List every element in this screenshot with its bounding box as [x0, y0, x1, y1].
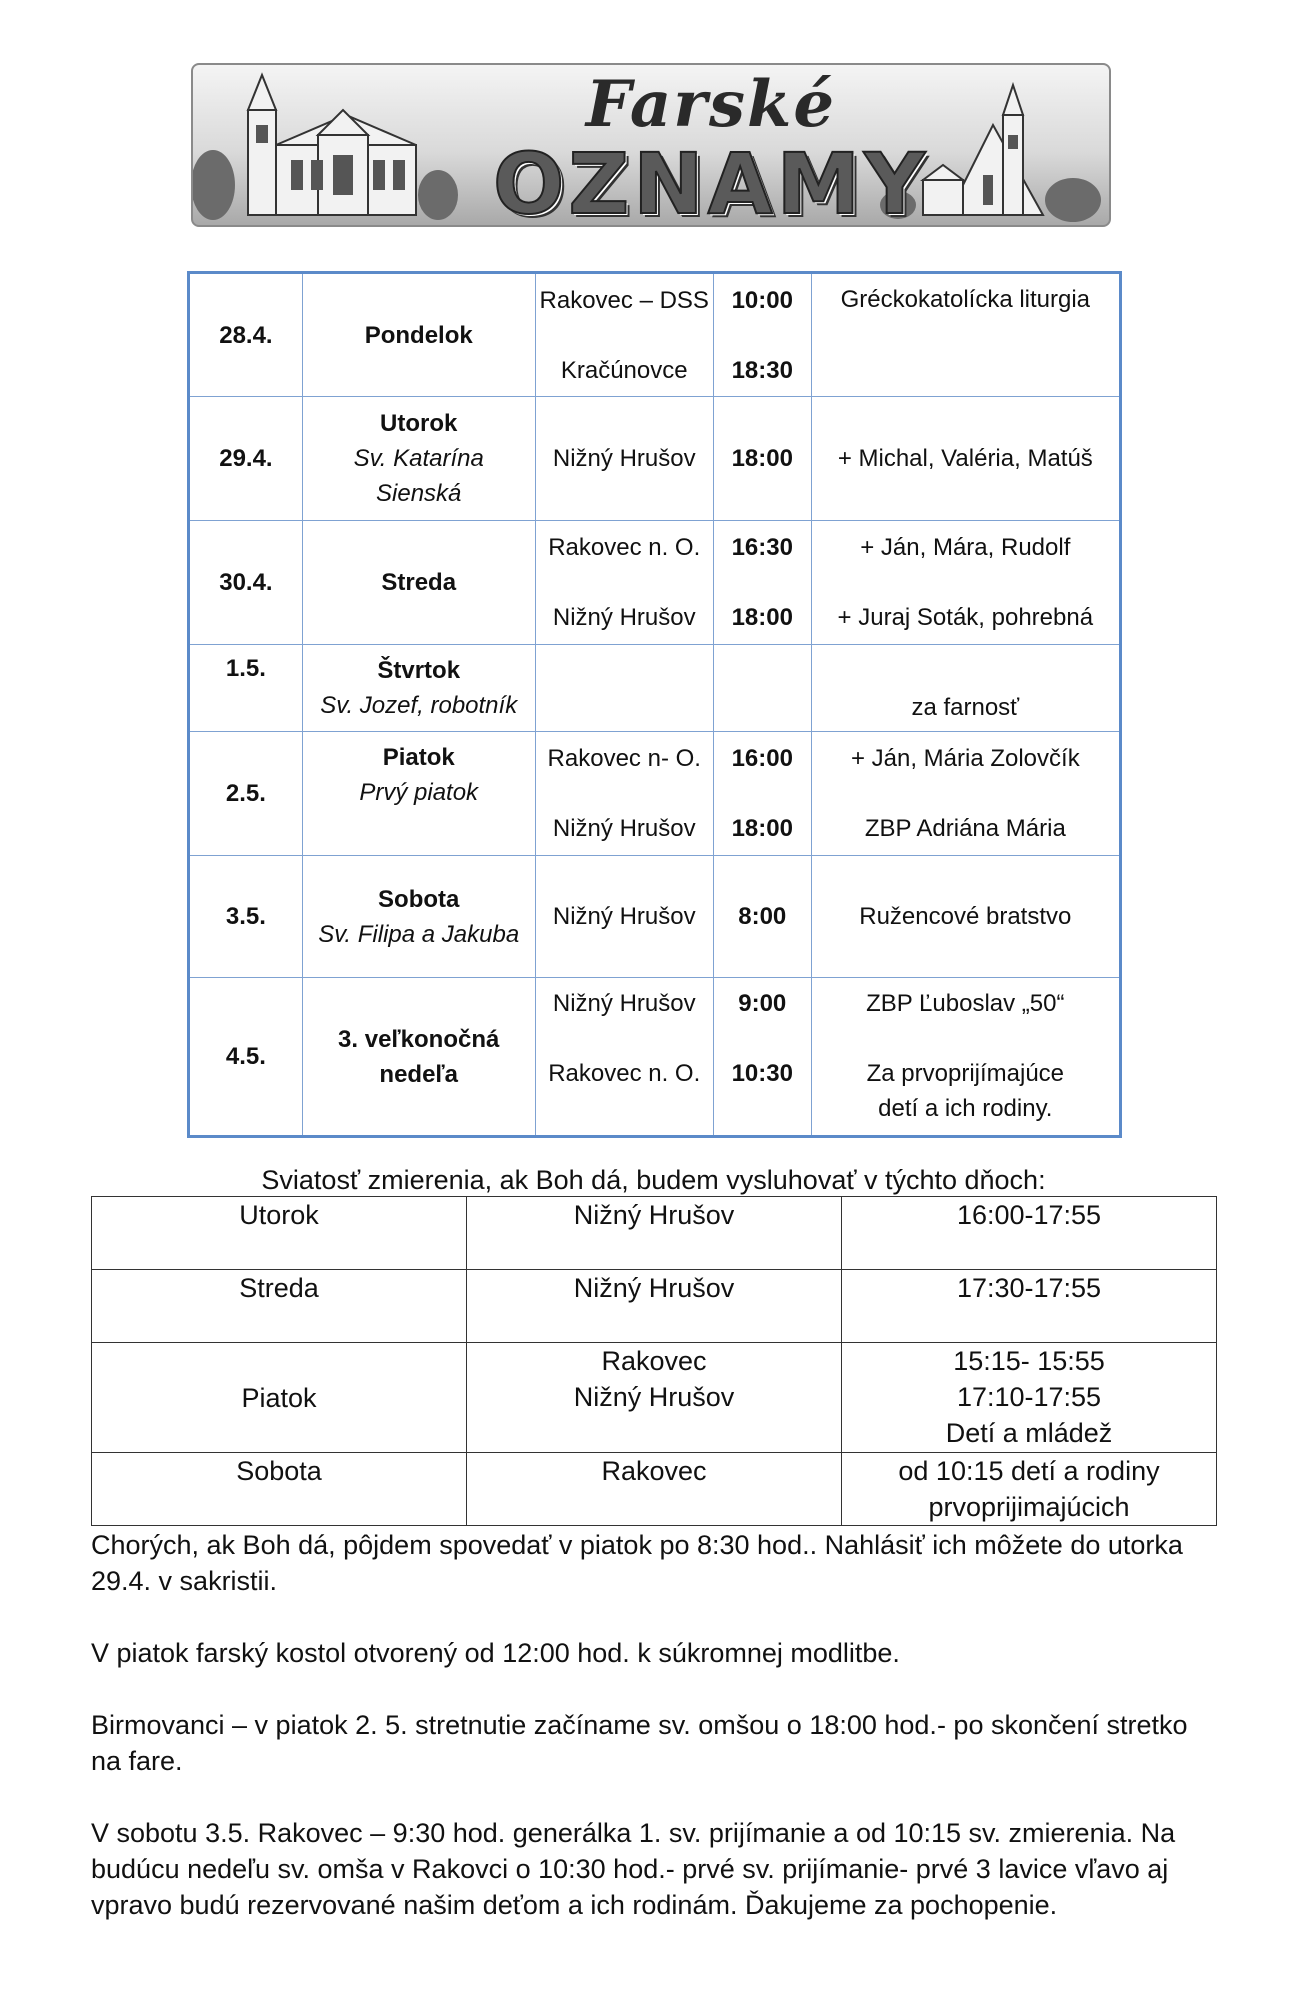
confession-time: 17:30-17:55 [842, 1270, 1217, 1343]
banner-title-main: OZNAMY [492, 135, 930, 227]
announcement-paragraph: V sobotu 3.5. Rakovec – 9:30 hod. generálka 1. sv. prijímanie a od 10:15 sv. zmierenia. Na budúcu nedeľu sv. omša v Rakovci o 10:30 hod.- prvé sv. prijímanie- prvé 3 lavice vľavo aj vpravo budú rezervované našim deťom a ich rodinám. Ďakujeme za pochopenie. [91, 1818, 1176, 1920]
date-cell: 1.5. [189, 645, 303, 732]
date-cell: 29.4. [189, 397, 303, 521]
time: 16:30 [731, 534, 793, 561]
place: Kračúnovce [560, 356, 688, 384]
confession-place [467, 1343, 842, 1453]
time: od 10:15 detí a rodiny [898, 1456, 1160, 1486]
table-row [189, 645, 1121, 732]
intention: + Juraj Soták, pohrebná [837, 604, 1094, 631]
table-row [189, 273, 1121, 397]
table-row [92, 1197, 1217, 1270]
date-cell: 3.5. [189, 856, 303, 978]
time: 15:15- 15:55 [953, 1346, 1105, 1376]
intention: + Ján, Mára, Rudolf [860, 534, 1071, 561]
time: 18:00 [731, 604, 793, 631]
place: Nižný Hrušov [552, 604, 696, 631]
place-cell [535, 521, 713, 645]
intention: Za prvoprijímajúce [866, 1060, 1065, 1087]
time: 10:30 [731, 1060, 793, 1087]
confession-place: Nižný Hrušov [467, 1197, 842, 1270]
time: 16:00 [731, 745, 793, 772]
intention: za farnosť [911, 694, 1020, 721]
intention-cell [811, 521, 1120, 645]
time: 18:00 [731, 815, 793, 842]
day-name: 3. veľkonočná [338, 1025, 500, 1053]
confession-table [91, 1196, 1217, 1526]
intention-cell [811, 732, 1120, 856]
confession-time: 16:00-17:55 [842, 1197, 1217, 1270]
confession-day: Streda [92, 1270, 467, 1343]
confession-place: Nižný Hrušov [467, 1270, 842, 1343]
confession-day: Utorok [92, 1197, 467, 1270]
place-cell: Nižný Hrušov [535, 397, 713, 521]
place: Nižný Hrušov [552, 815, 696, 842]
time-cell [713, 645, 811, 732]
confession-heading: Sviatosť zmierenia, ak Boh dá, budem vysluhovať v týchto dňoch: [261, 1165, 1046, 1195]
table-row [189, 397, 1121, 521]
intention-cell [811, 273, 1120, 397]
day-cell [302, 397, 535, 521]
time: 17:10-17:55 [956, 1382, 1102, 1412]
announcement-paragraph: Birmovanci – v piatok 2. 5. stretnutie začíname sv. omšou o 18:00 hod.- po skončení stretko na fare. [91, 1710, 1188, 1776]
table-row [92, 1270, 1217, 1343]
place: Rakovec n- O. [547, 745, 701, 772]
header-banner [191, 63, 1111, 227]
intention: + Ján, Mária Zolovčík [850, 745, 1080, 772]
confession-day: Sobota [92, 1453, 467, 1526]
confession-time [842, 1453, 1217, 1526]
day-name: nedeľa [379, 1060, 459, 1088]
banner-title-script: Farské [585, 67, 837, 142]
date-cell: 28.4. [189, 273, 303, 397]
place: Rakovec [601, 1346, 707, 1376]
intention: detí a ich rodiny. [878, 1095, 1053, 1122]
date-cell: 30.4. [189, 521, 303, 645]
place-cell [535, 978, 713, 1137]
day-note: Prvý piatok [359, 779, 479, 806]
intention: Gréckokatolícka liturgia [840, 286, 1091, 313]
time: prvoprijimajúcich [928, 1492, 1130, 1522]
time-cell [713, 521, 811, 645]
day-cell [302, 978, 535, 1137]
time: 10:00 [731, 286, 793, 314]
day-name: Pondelok [364, 321, 473, 349]
date-cell: 4.5. [189, 978, 303, 1137]
day-name: Utorok [380, 410, 458, 437]
day-name: Streda [381, 569, 457, 596]
time-cell [713, 978, 811, 1137]
day-cell [302, 856, 535, 978]
time-cell: 8:00 [713, 856, 811, 978]
place-cell [535, 273, 713, 397]
table-row [189, 521, 1121, 645]
day-cell [302, 732, 535, 856]
intention-cell: Ružencové bratstvo [811, 856, 1120, 978]
time: 9:00 [738, 990, 787, 1017]
day-cell [302, 273, 535, 397]
place: Nižný Hrušov [573, 1382, 735, 1412]
table-row [92, 1343, 1217, 1453]
table-row [92, 1453, 1217, 1526]
table-row [189, 856, 1121, 978]
time-cell [713, 732, 811, 856]
place: Rakovec n. O. [548, 534, 701, 561]
place: Rakovec n. O. [548, 1060, 701, 1087]
confession-time [842, 1343, 1217, 1453]
intention-cell [811, 978, 1120, 1137]
place: Rakovec – DSS [539, 286, 709, 314]
announcement-paragraph: Chorých, ak Boh dá, pôjdem spovedať v piatok po 8:30 hod.. Nahlásiť ich môžete do utorka 29.4. v sakristii. [91, 1530, 1183, 1596]
announcement-paragraph: V piatok farský kostol otvorený od 12:00 hod. k súkromnej modlitbe. [91, 1638, 900, 1668]
intention: ZBP Adriána Mária [864, 815, 1066, 842]
mass-schedule-table [187, 271, 1122, 1138]
saint-name: Sv. Katarína [353, 445, 484, 472]
intention-cell [811, 645, 1120, 732]
day-cell [302, 645, 535, 732]
day-name: Piatok [382, 744, 455, 771]
confession-place: Rakovec [467, 1453, 842, 1526]
confession-day: Piatok [92, 1343, 467, 1453]
table-row [189, 732, 1121, 856]
intention: ZBP Ľuboslav „50“ [866, 990, 1065, 1017]
day-cell [302, 521, 535, 645]
day-name: Sobota [378, 885, 460, 913]
place: Nižný Hrušov [552, 990, 696, 1017]
announcements [91, 1527, 1221, 1959]
intention-cell: + Michal, Valéria, Matúš [811, 397, 1120, 521]
time-cell: 18:00 [713, 397, 811, 521]
place-cell: Nižný Hrušov [535, 856, 713, 978]
place-cell [535, 732, 713, 856]
saint-name: Sienská [376, 480, 462, 507]
place-cell [535, 645, 713, 732]
date-cell: 2.5. [189, 732, 303, 856]
day-name: Štvrtok [377, 657, 461, 684]
time: Detí a mládež [945, 1418, 1113, 1448]
saint-name: Sv. Filipa a Jakuba [318, 920, 520, 948]
time-cell [713, 273, 811, 397]
table-row [189, 978, 1121, 1137]
time: 18:30 [731, 356, 793, 384]
saint-name: Sv. Jozef, robotník [320, 692, 518, 719]
